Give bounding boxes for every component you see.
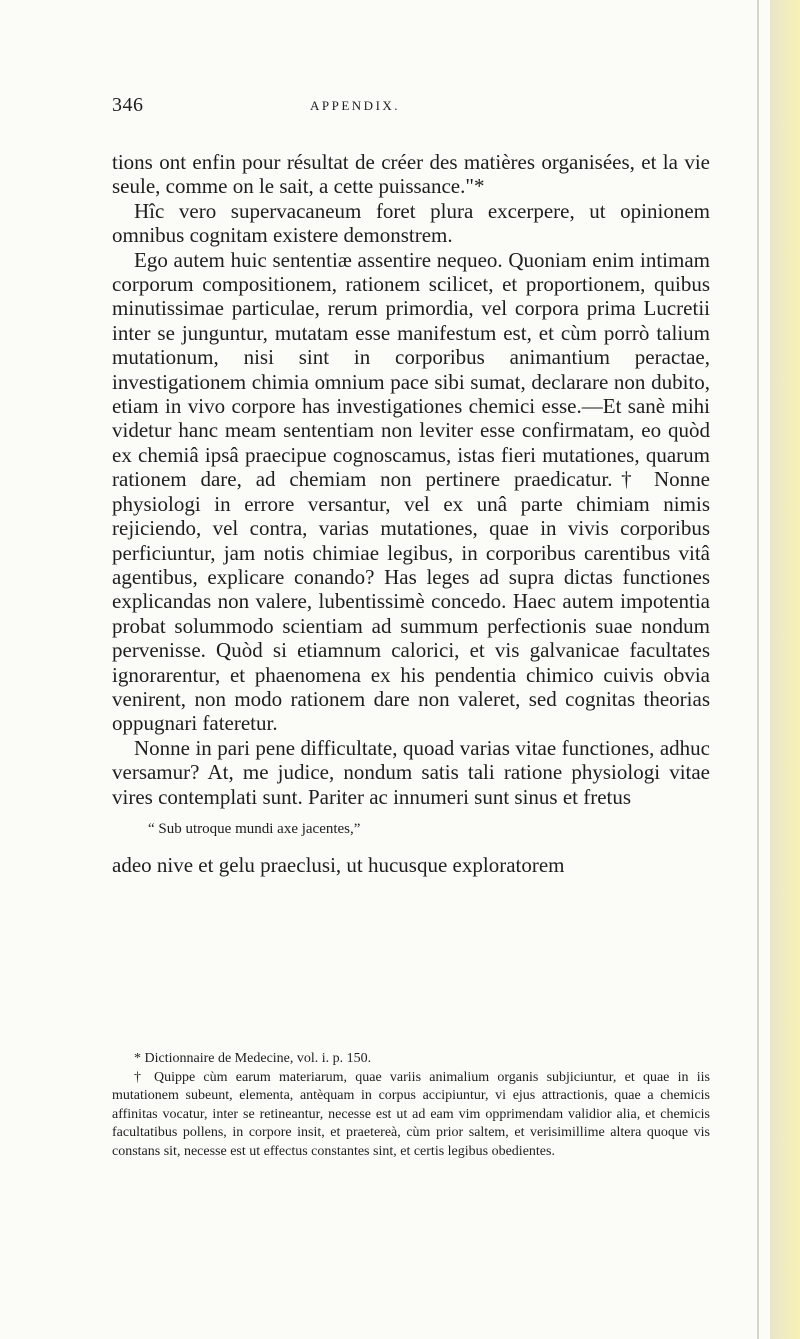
paragraph: adeo nive et gelu praeclusi, ut hucusque exploratorem	[112, 853, 565, 878]
page-number: 346	[112, 94, 144, 116]
paragraph: Ego autem huic sententiæ assentire nequeo. Quoniam enim intimam corporum compositionem, rationem scilicet, et proportionem, quibus minutissimae particulae, rerum primordia, vel corpora prima Lucretii inter se junguntur, mutatam esse manifestum est, et cùm porrò talium mutationum, nisi sint in corporibus animantium peractae, investigationem chimia omnium pace sibi sumat, declarare non dubito, etiam in vivo corpore has investigationes chemici esse.—Et sanè mihi videtur hanc meam sententiam non leviter esse confirmatam, eo quòd ex chemiâ ipsâ praecipue cognoscamus, istas fieri mutationes, quarum rationem dare, ad chemiam non pertinere praedicatur.† Nonne physiologi in errore versantur, vel ex unâ parte chimiam nimis rejiciendo, vel contra, varias mutationes, quae in vivis corporibus perficiuntur, jam notis chimiae legibus, in corporibus carentibus vitâ agentibus, explicare conando? Has leges ad supra dictas functiones explicandas non valere, lubentissimè concedo. Haec autem impotentia probat solummodo scientiam ad summum perfectionis suae nondum pervenisse. Quòd si etiamnum calorici, et vis galvanicae facultates ignorarentur, et phaenomena ex his pendentia chimico cuivis obvia venirent, non modo rationem dare non valeret, sed cognitas theorias oppugnari fateretur.	[112, 247, 710, 736]
footnotes	[112, 1050, 710, 1162]
running-head	[112, 94, 712, 124]
footnote: * Dictionnaire de Medecine, vol. i. p. 150.	[134, 1051, 372, 1066]
body-text	[112, 150, 710, 878]
running-head-title: APPENDIX.	[310, 98, 401, 113]
paragraph: Hîc vero supervacaneum foret plura excerpere, ut opinionem omnibus cognitam existere demonstrem.	[112, 198, 710, 248]
footnote: † Quippe cùm earum materiarum, quae variis animalium organis subjiciuntur, et quae in iis mutationem subeunt, elementa, antèquam in corpus accipiuntur, vi ejus attractionis, quae a chemicis affinitas vocatur, inter se retineantur, necesse est ut ad eam vim opprimendam validior alia, et chemicis facultatibus pollens, in corpore insit, et praetereà, cùm prior saltem, et verisimillime altera quoque vis constans sit, necesse est ut effectus constantes sint, et certis legibus obedientes.	[112, 1069, 710, 1159]
page-edge-line	[757, 0, 759, 1339]
paragraph: Nonne in pari pene difficultate, quoad varias vitae functiones, adhuc versamur? At, me judice, nondum satis tali ratione physiologi vitae vires contemplati sunt. Pariter ac innumeri sunt sinus et fretus	[112, 735, 710, 809]
paragraph: tions ont enfin pour résultat de créer des matières organisées, et la vie seule, comme on le sait, a cette puissance."*	[112, 150, 710, 199]
verse-quote: “ Sub utroque mundi axe jacentes,”	[148, 820, 361, 837]
book-spine-edge	[770, 0, 800, 1339]
